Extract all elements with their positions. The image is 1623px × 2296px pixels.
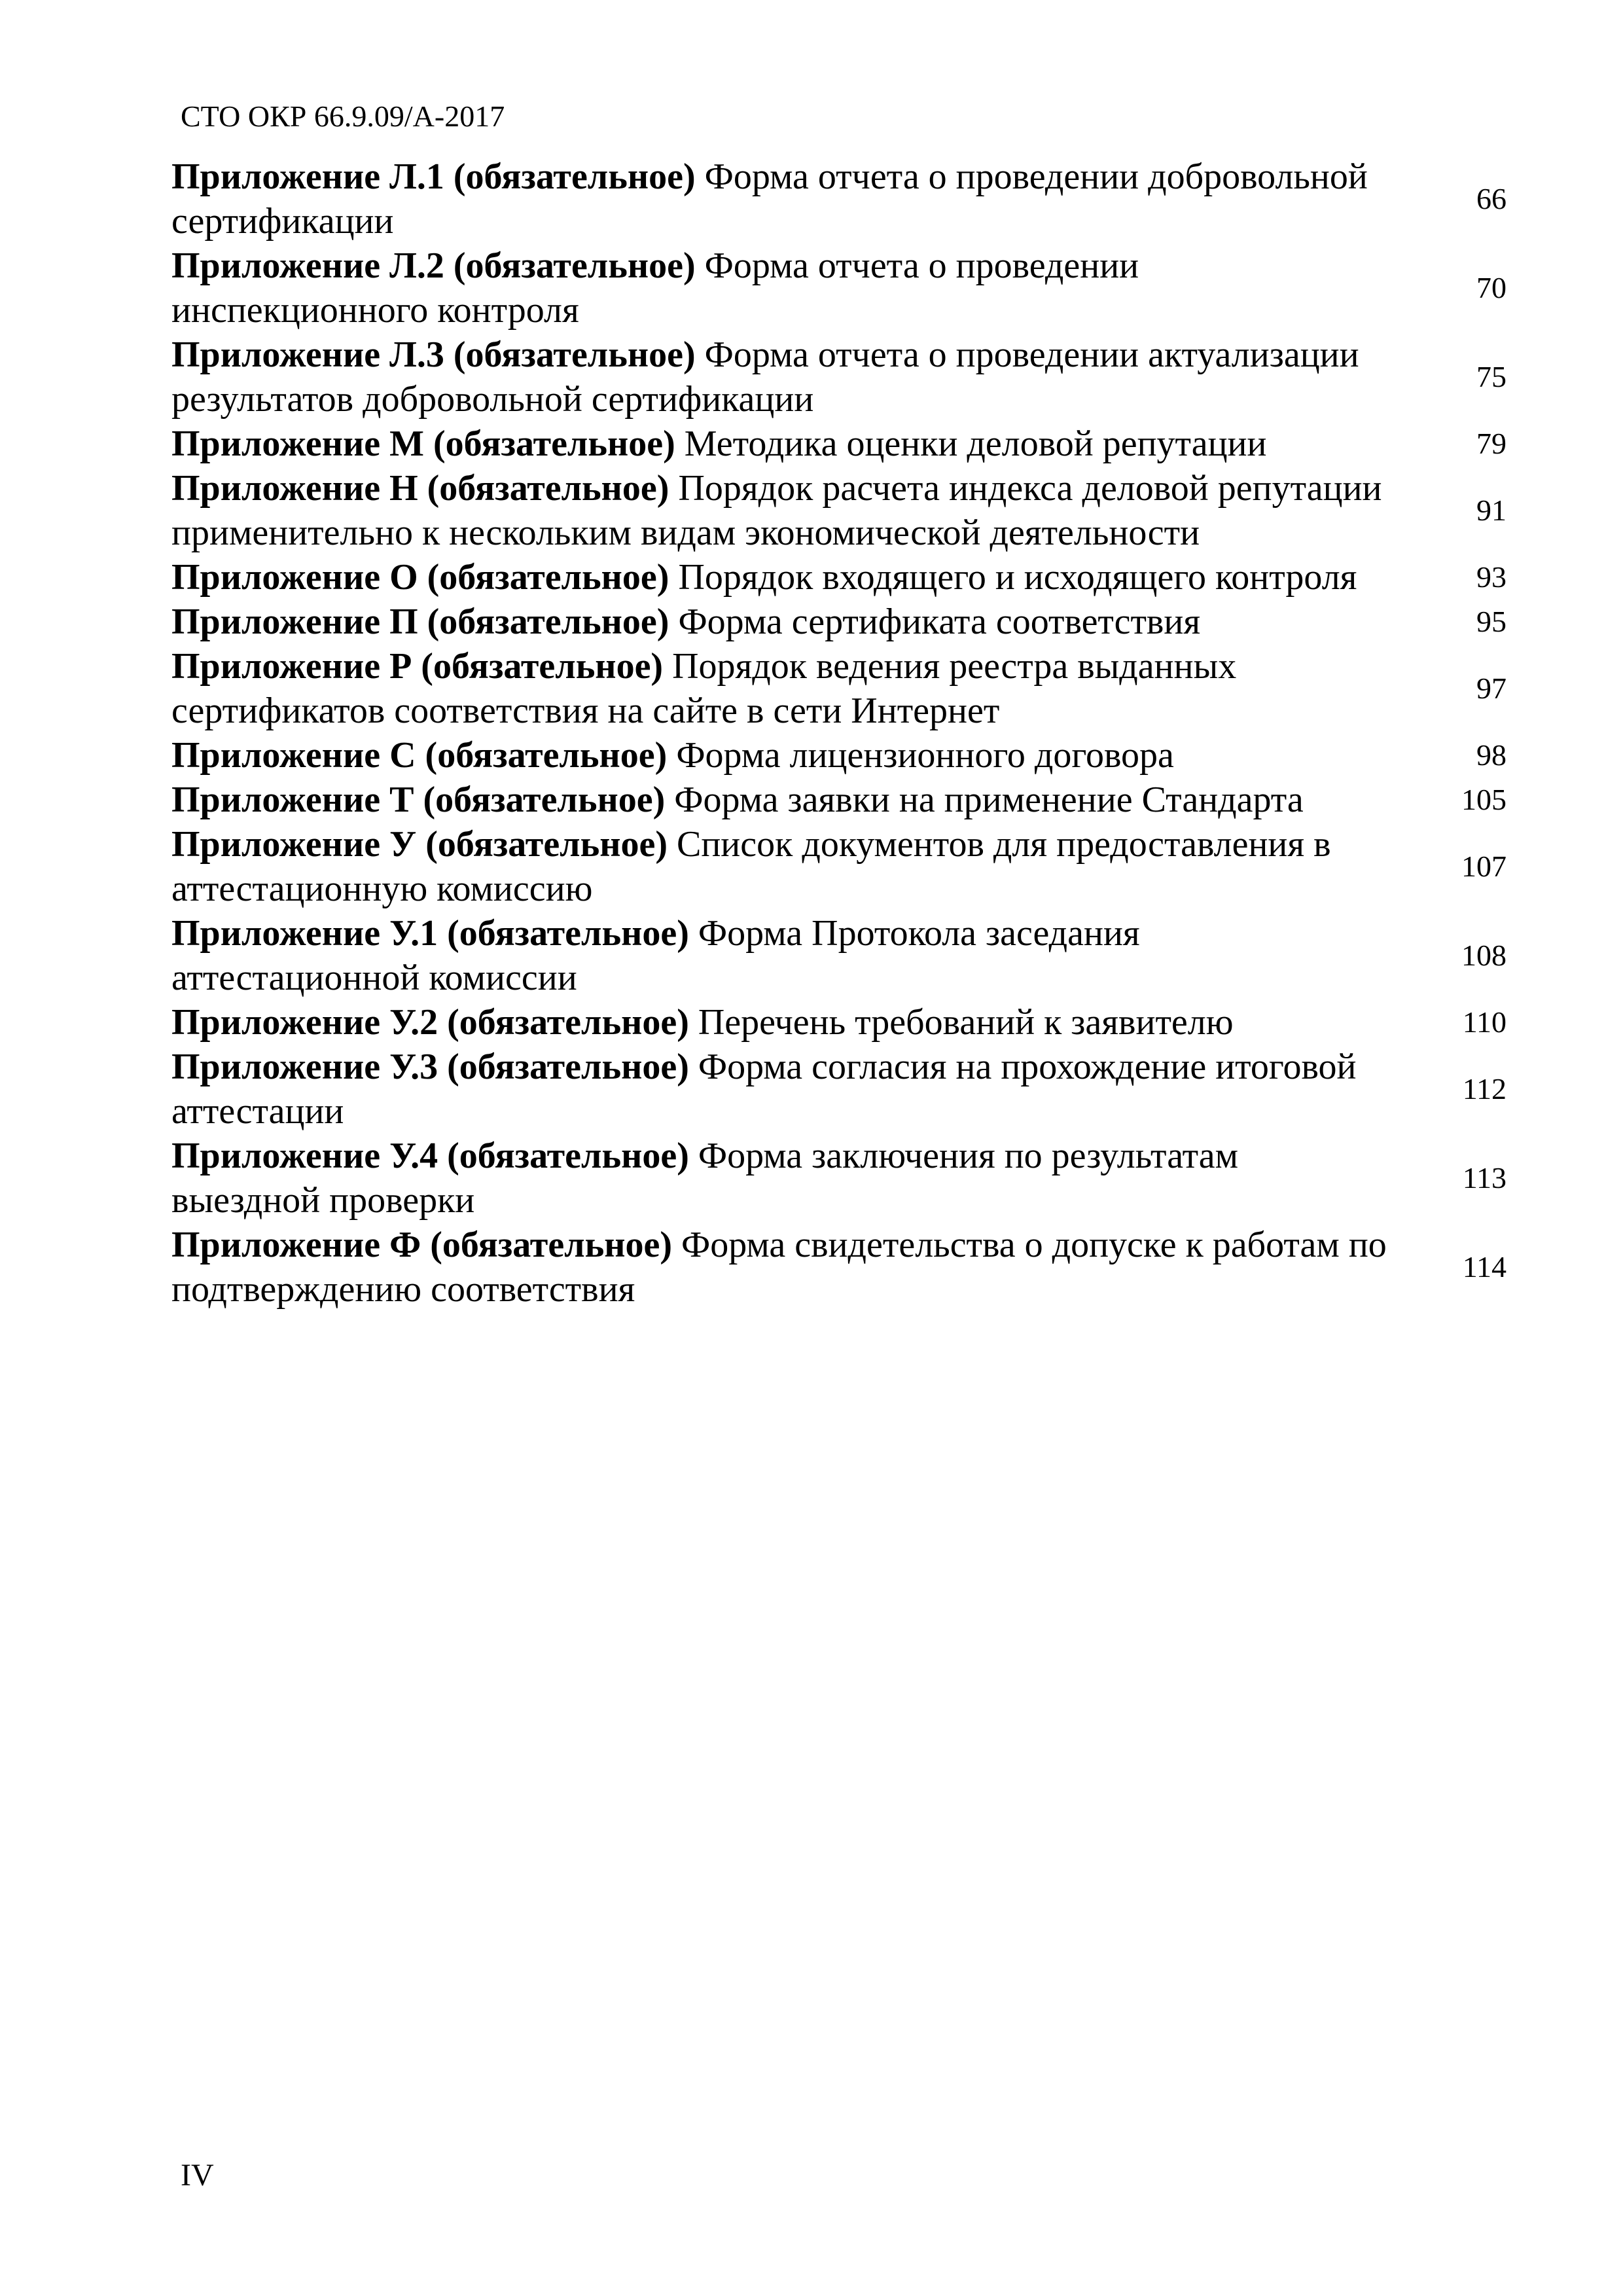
toc-entry-title: Порядок входящего и исходящего контроля: [678, 557, 1357, 598]
toc-entry-prefix: Приложение Н (обязательное): [171, 468, 669, 509]
toc-entry-page: 105: [1461, 783, 1507, 816]
toc-entry-text: [171, 332, 1421, 422]
toc-entry-text: [171, 1223, 1421, 1312]
toc-entry-page: 107: [1461, 850, 1507, 883]
toc-entry-page: 91: [1476, 493, 1507, 527]
toc-entry-text: [171, 644, 1421, 733]
toc-entry-prefix: Приложение У.1 (обязательное): [171, 913, 689, 954]
toc-entry-page: 112: [1462, 1072, 1507, 1105]
toc-entry-text: [171, 600, 1421, 644]
toc-entry[interactable]: [171, 778, 1507, 822]
toc-entry[interactable]: [171, 332, 1507, 422]
toc-entry-title: Форма отчета о проведении актуализации результатов добровольной сертификации: [171, 334, 1359, 420]
toc-entry-title: Форма лицензионного договора: [676, 735, 1174, 776]
toc-entry-text: [171, 422, 1421, 466]
toc-entry-title: Форма Протокола заседания аттестационной комиссии: [171, 913, 1140, 998]
toc-entry-page: 79: [1476, 427, 1507, 460]
toc-entry-title: Форма отчета о проведении добровольной сертификации: [171, 156, 1368, 242]
toc-entry[interactable]: [171, 822, 1507, 911]
toc-entry-text: [171, 1134, 1421, 1223]
toc-entry-text: [171, 822, 1421, 911]
table-of-contents: [171, 154, 1507, 1312]
toc-entry-title: Методика оценки деловой репутации: [684, 423, 1267, 464]
toc-entry-title: Перечень требований к заявителю: [698, 1002, 1234, 1043]
toc-entry-page: 108: [1461, 939, 1507, 972]
toc-entry-page: 97: [1476, 672, 1507, 705]
document-code: СТО ОКР 66.9.09/А-2017: [181, 99, 505, 133]
toc-entry[interactable]: [171, 466, 1507, 555]
toc-entry-text: [171, 778, 1421, 822]
toc-entry[interactable]: [171, 600, 1507, 644]
toc-entry[interactable]: [171, 1045, 1507, 1134]
toc-entry-title: Порядок расчета индекса деловой репутации применительно к нескольким видам экономической деятельности: [171, 468, 1382, 553]
toc-entry-page: 113: [1462, 1161, 1507, 1194]
toc-entry-prefix: Приложение О (обязательное): [171, 557, 669, 598]
toc-entry-text: [171, 154, 1421, 243]
toc-entry-prefix: Приложение Л.3 (обязательное): [171, 334, 696, 375]
toc-entry[interactable]: [171, 555, 1507, 600]
toc-entry-title: Форма сертификата соответствия: [678, 601, 1201, 642]
toc-entry-prefix: Приложение С (обязательное): [171, 735, 668, 776]
toc-entry-prefix: Приложение Р (обязательное): [171, 646, 664, 687]
toc-entry-text: [171, 1000, 1421, 1045]
toc-entry[interactable]: [171, 1134, 1507, 1223]
toc-entry-title: Форма согласия на прохождение итоговой аттестации: [171, 1047, 1357, 1132]
toc-entry[interactable]: [171, 243, 1507, 332]
toc-entry-page: 66: [1476, 182, 1507, 215]
toc-entry-page: 95: [1476, 605, 1507, 638]
page-number: IV: [181, 2158, 214, 2193]
toc-entry[interactable]: [171, 733, 1507, 778]
toc-entry-page: 93: [1476, 560, 1507, 594]
toc-entry-page: 75: [1476, 360, 1507, 393]
toc-entry-text: [171, 911, 1421, 1000]
toc-entry-prefix: Приложение М (обязательное): [171, 423, 675, 464]
toc-entry-prefix: Приложение П (обязательное): [171, 601, 669, 642]
toc-entry[interactable]: [171, 422, 1507, 466]
toc-entry-title: Форма заключения по результатам выездной проверки: [171, 1136, 1239, 1221]
toc-entry-prefix: Приложение У.4 (обязательное): [171, 1136, 689, 1176]
toc-entry-prefix: Приложение Т (обязательное): [171, 780, 666, 820]
toc-entry-title: Порядок ведения реестра выданных сертификатов соответствия на сайте в сети Интернет: [171, 646, 1237, 731]
toc-entry-text: [171, 466, 1421, 555]
toc-entry[interactable]: [171, 911, 1507, 1000]
toc-entry[interactable]: [171, 1000, 1507, 1045]
toc-entry-prefix: Приложение Л.1 (обязательное): [171, 156, 696, 197]
toc-entry-prefix: Приложение У.2 (обязательное): [171, 1002, 689, 1043]
toc-entry-page: 114: [1462, 1250, 1507, 1283]
toc-entry-prefix: Приложение У.3 (обязательное): [171, 1047, 689, 1087]
toc-entry-page: 110: [1462, 1005, 1507, 1039]
toc-entry[interactable]: [171, 1223, 1507, 1312]
toc-entry-title: Форма отчета о проведении инспекционного контроля: [171, 245, 1139, 331]
toc-entry-text: [171, 243, 1421, 332]
toc-entry-prefix: Приложение Л.2 (обязательное): [171, 245, 696, 286]
toc-entry-title: Форма свидетельства о допуске к работам по подтверждению соответствия: [171, 1225, 1387, 1310]
toc-entry-title: Форма заявки на применение Стандарта: [674, 780, 1304, 820]
toc-entry-page: 98: [1476, 738, 1507, 772]
toc-entry-page: 70: [1476, 271, 1507, 304]
toc-entry-text: [171, 555, 1421, 600]
toc-entry-text: [171, 733, 1421, 778]
toc-entry-prefix: Приложение У (обязательное): [171, 824, 668, 865]
toc-entry[interactable]: [171, 644, 1507, 733]
toc-entry-title: Список документов для предоставления в аттестационную комиссию: [171, 824, 1331, 909]
toc-entry-text: [171, 1045, 1421, 1134]
toc-entry-prefix: Приложение Ф (обязательное): [171, 1225, 672, 1265]
toc-entry[interactable]: [171, 154, 1507, 243]
